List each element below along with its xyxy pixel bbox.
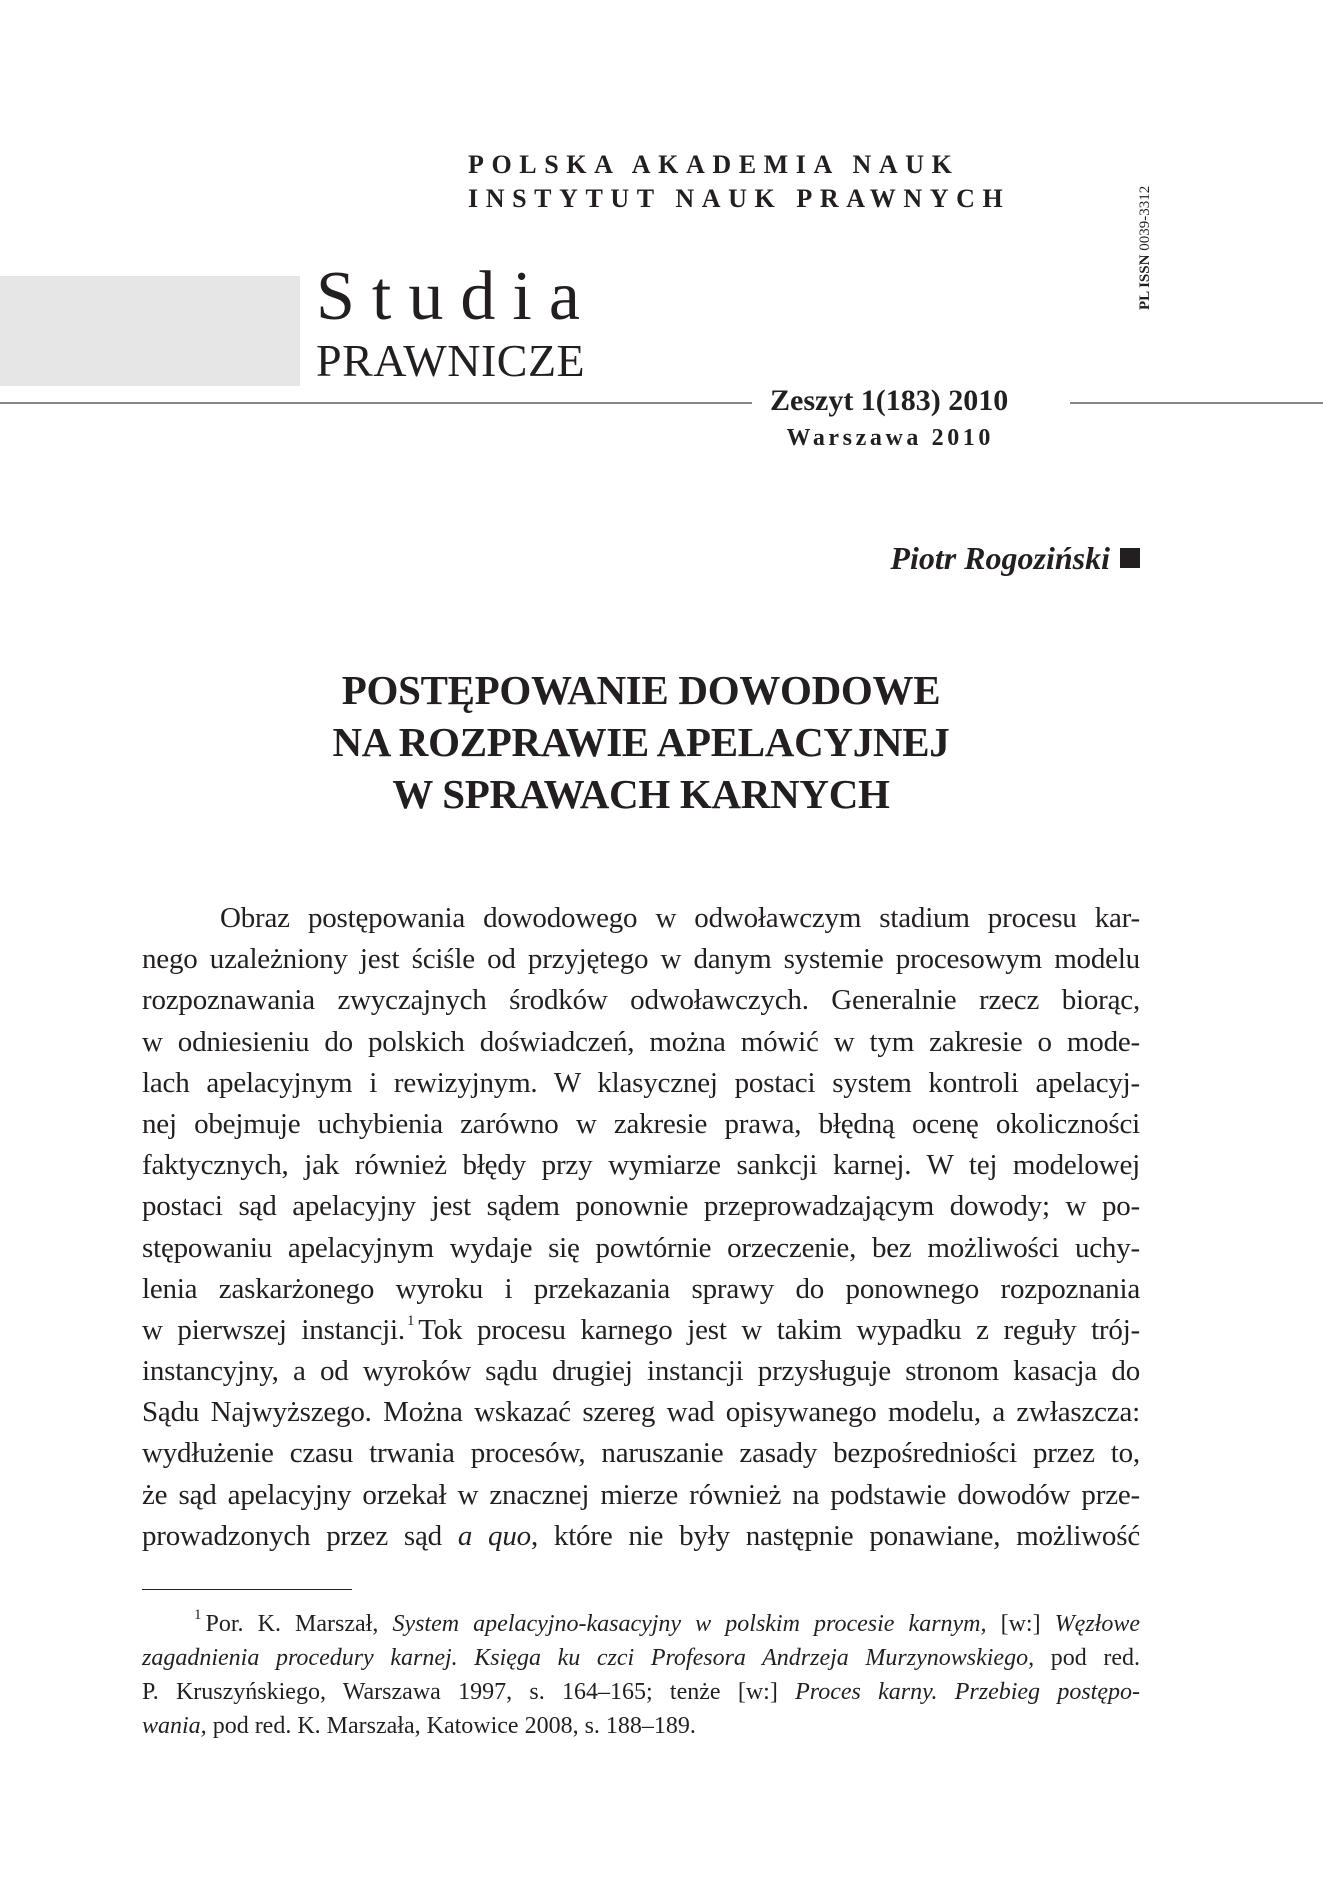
article-title bbox=[142, 664, 1140, 820]
footnote-text: Por. K. Marszał, bbox=[205, 1611, 393, 1637]
body-line: rozpoznawania zwyczajnych środków odwoławczych. Generalnie rzecz biorąc, bbox=[142, 984, 1140, 1017]
body-line: stępowaniu apelacyjnym wydaje się powtórnie orzeczenie, bez możliwości uchy- bbox=[142, 1231, 1140, 1264]
body-line: że sąd apelacyjny orzekał w znacznej mierze również na podstawie dowodów prze- bbox=[142, 1478, 1140, 1511]
footnote-text: P. Kruszyńskiego, Warszawa 1997, s. 164–165; tenże [w:] bbox=[142, 1679, 796, 1705]
footnote-line bbox=[142, 1709, 1140, 1743]
square-bullet-icon bbox=[1120, 548, 1140, 568]
footnote-text: pod red. K. Marszała, Katowice 2008, s. 188–189. bbox=[206, 1713, 696, 1739]
body-line: Sądu Najwyższego. Można wskazać szereg wad opisywanego modelu, a zwłaszcza: bbox=[142, 1396, 1140, 1429]
body-paragraph bbox=[142, 898, 1140, 1557]
journal-subtitle: PRAWNICZE bbox=[316, 335, 586, 386]
footnote-marker: 1 bbox=[194, 1607, 202, 1623]
header-rule-left bbox=[0, 402, 752, 404]
body-line: nej obejmuje uchybienia zarówno w zakresie prawa, błędną ocenę okoliczności bbox=[142, 1107, 1140, 1140]
body-line: lenia zaskarżonego wyroku i przekazania sprawy do ponownego rozpoznania bbox=[142, 1272, 1140, 1305]
place-year: Warszawa 2010 bbox=[786, 425, 994, 451]
institution-name: POLSKA AKADEMIA NAUK bbox=[468, 150, 960, 179]
body-line: postaci sąd apelacyjny jest sądem ponownie przeprowadzającym dowody; w po- bbox=[142, 1190, 1140, 1223]
body-line: Obraz postępowania dowodowego w odwoławczym stadium procesu kar- bbox=[220, 902, 1140, 934]
title-line: NA ROZPRAWIE APELACYJNEJ bbox=[332, 719, 950, 765]
body-line bbox=[142, 1310, 1140, 1351]
title-line: POSTĘPOWANIE DOWODOWE bbox=[341, 667, 941, 713]
decorative-gray-block bbox=[0, 276, 300, 386]
footnote-citation-title: System apelacyjno-kasacyjny w polskim procesie karnym, bbox=[392, 1611, 987, 1637]
latin-phrase: a quo bbox=[457, 1519, 531, 1552]
body-text: w pierwszej instancji. bbox=[142, 1313, 405, 1346]
institute-name: INSTYTUT NAUK PRAWNYCH bbox=[468, 184, 1011, 213]
body-line: w odniesieniu do polskich doświadczeń, można mówić w tym zakresie o mode- bbox=[142, 1025, 1140, 1058]
footnote-reference[interactable]: 1 bbox=[406, 1312, 415, 1329]
footnote-citation-title: Węzłowe bbox=[1054, 1611, 1140, 1637]
body-text: Tok procesu karnego jest w takim wypadku z reguły trój- bbox=[418, 1313, 1141, 1346]
body-text: prowadzonych przez sąd bbox=[142, 1519, 458, 1552]
header-rule-right bbox=[1070, 402, 1323, 404]
issn-prefix: PL ISSN bbox=[1137, 254, 1153, 310]
issn-number: 0039-3312 bbox=[1137, 185, 1153, 251]
footnote-line bbox=[142, 1607, 1140, 1641]
issue-number: Zeszyt 1(183) 2010 bbox=[770, 384, 1009, 417]
issn-label bbox=[1138, 186, 1153, 310]
footnote-citation-title: zagadnienia procedury karnej. Księga ku czci Profesora Andrzeja Murzynowskiego, bbox=[142, 1645, 1035, 1671]
footnote-separator bbox=[142, 1589, 352, 1590]
body-line: wydłużenie czasu trwania procesów, naruszanie zasady bezpośredniości przez to, bbox=[142, 1437, 1140, 1470]
body-line: faktycznych, jak również błędy przy wymiarze sankcji karnej. W tej modelowej bbox=[142, 1149, 1140, 1182]
footnote-text: [w:] bbox=[986, 1611, 1055, 1637]
body-line: instancyjny, a od wyroków sądu drugiej instancji przysługuje stronom kasacja do bbox=[142, 1355, 1140, 1388]
body-line: lach apelacyjnym i rewizyjnym. W klasycznej postaci system kontroli apelacyj- bbox=[142, 1066, 1140, 1099]
footnote-line bbox=[142, 1675, 1140, 1709]
body-text: , które nie były następnie ponawiane, możliwość bbox=[530, 1519, 1140, 1552]
author-byline bbox=[890, 542, 1140, 574]
title-line: W SPRAWACH KARNYCH bbox=[392, 771, 890, 817]
body-line bbox=[142, 1516, 1140, 1557]
author-name: Piotr Rogoziński bbox=[890, 540, 1110, 576]
footnote bbox=[142, 1607, 1140, 1743]
footnote-citation-title: Proces karny. Przebieg postępo- bbox=[795, 1679, 1140, 1705]
footnote-text: pod red. bbox=[1034, 1645, 1140, 1671]
footnote-citation-title: wania, bbox=[142, 1713, 207, 1739]
journal-title: Studia bbox=[316, 258, 597, 335]
body-line: nego uzależniony jest ściśle od przyjętego w danym systemie procesowym modelu bbox=[142, 943, 1140, 976]
footnote-line bbox=[142, 1641, 1140, 1675]
